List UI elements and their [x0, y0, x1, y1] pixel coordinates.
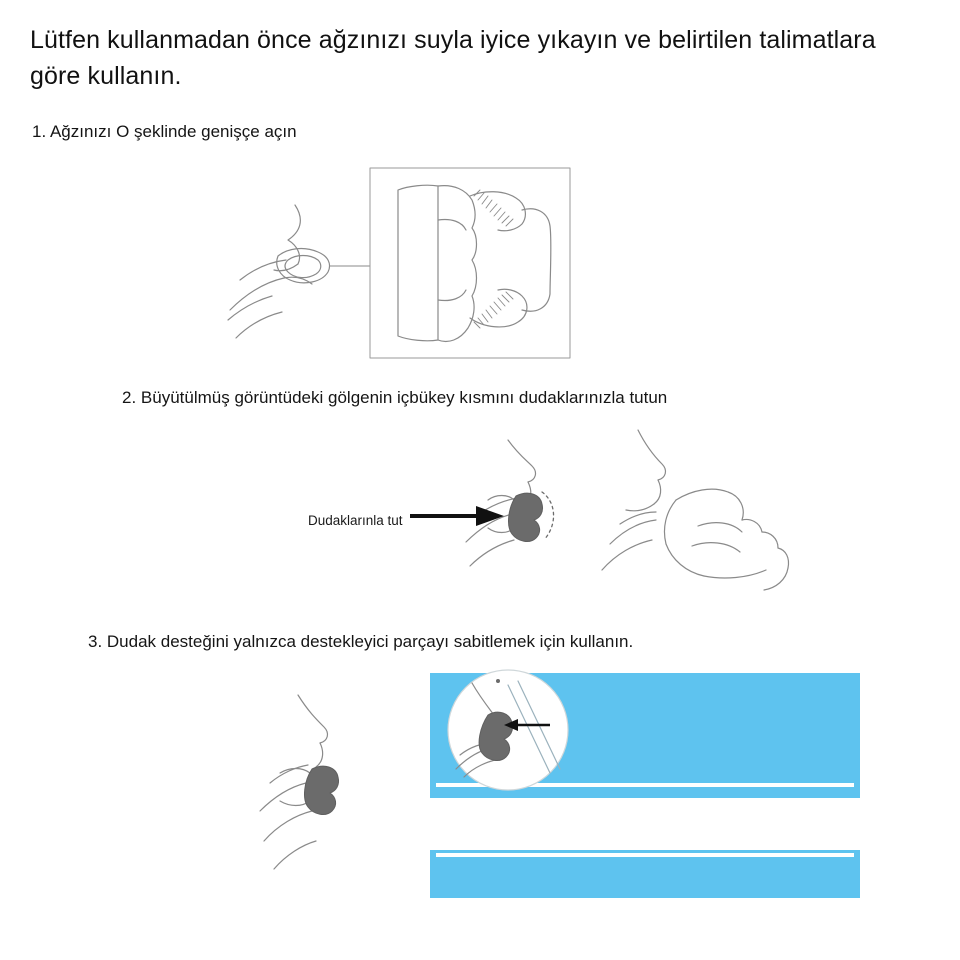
mouth-open-o-shape-illustration — [170, 160, 790, 370]
step-1-figure — [170, 160, 790, 370]
step-2-figure — [280, 420, 800, 610]
step-3-figure — [250, 665, 890, 940]
lip-support-fixing-illustration — [250, 665, 890, 940]
hold-concave-part-with-lips-illustration — [280, 420, 800, 610]
step-2-caption: 2. Büyütülmüş görüntüdeki gölgenin içbükey kısmını dudaklarınızla tutun — [122, 388, 668, 407]
page-title: Lütfen kullanmadan önce ağzınızı suyla iyice yıkayın ve belirtilen talimatlara göre kullanın. — [30, 26, 876, 90]
step-1-caption: 1. Ağzınızı O şeklinde genişçe açın — [32, 122, 297, 141]
step-3-caption: 3. Dudak desteğini yalnızca destekleyici parçayı sabitlemek için kullanın. — [88, 632, 634, 651]
hold-with-lips-label: Dudaklarınla tut — [308, 513, 403, 528]
